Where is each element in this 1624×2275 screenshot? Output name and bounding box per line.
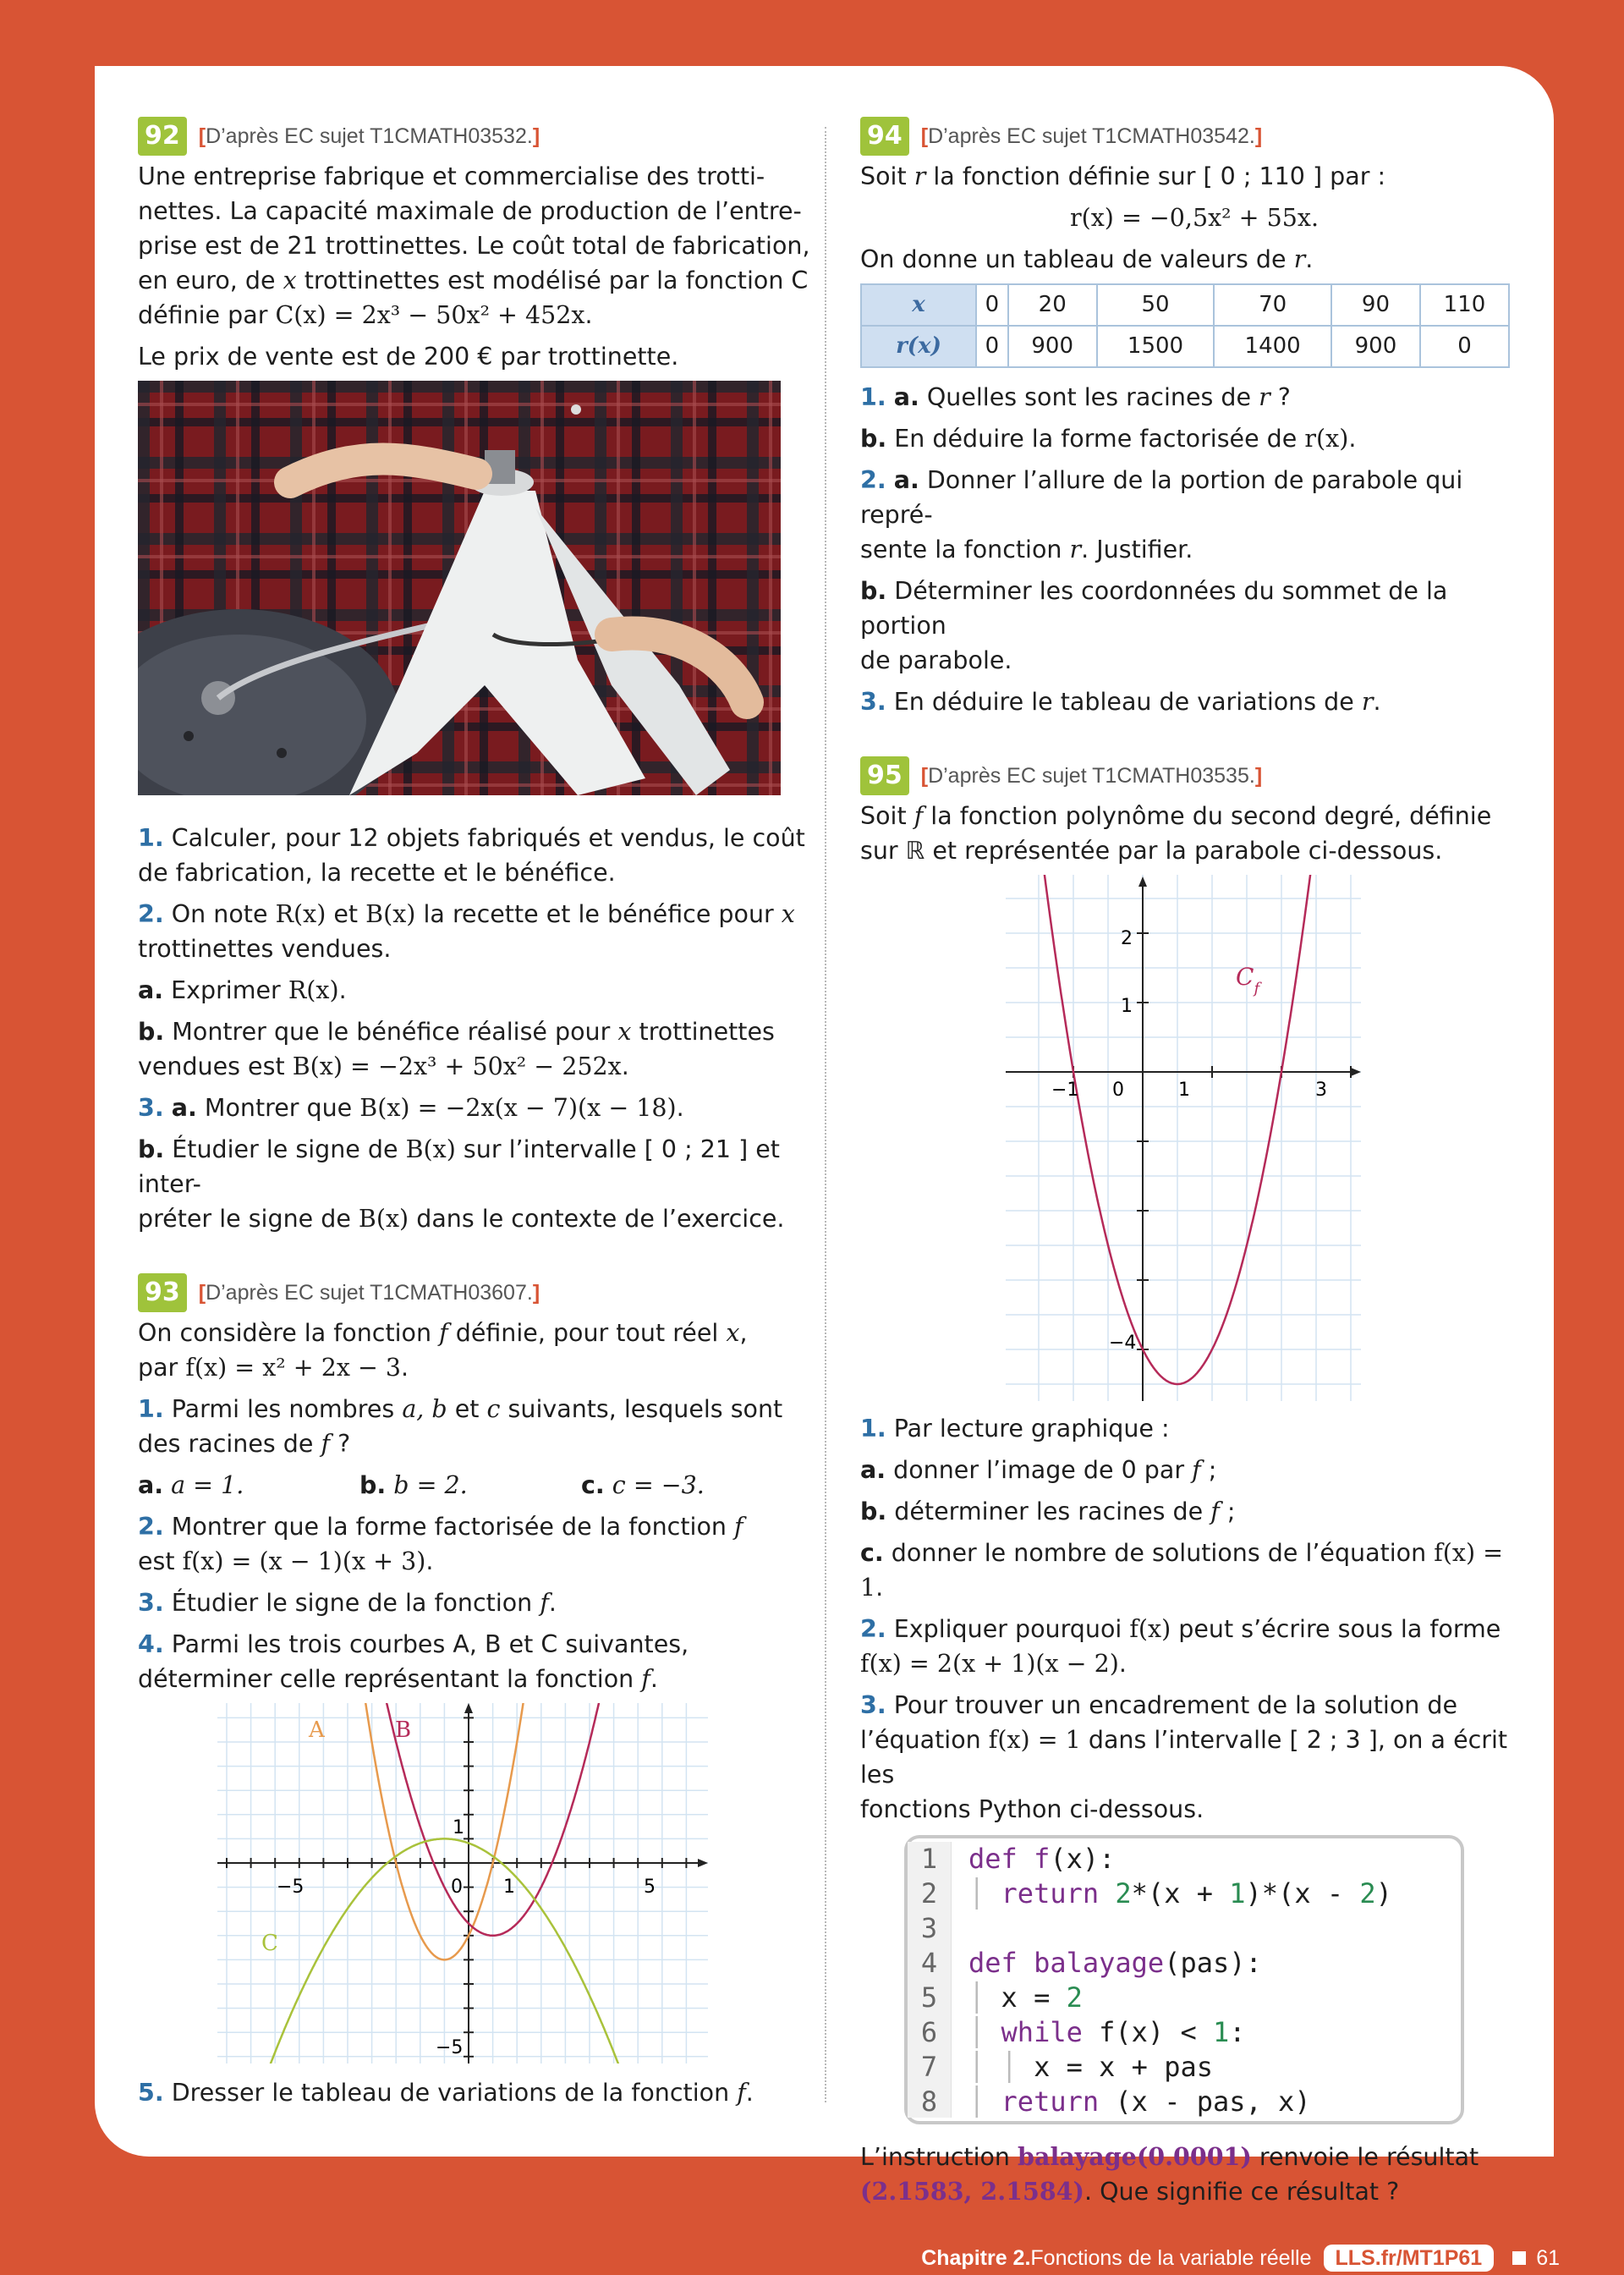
text: . Que signifie ce résultat ?: [1084, 2178, 1400, 2206]
math: f(x): [1129, 1615, 1171, 1643]
table-cell: 900: [1008, 326, 1097, 367]
line-number: 5: [920, 1981, 938, 2014]
exercise-number-badge: 95: [860, 756, 909, 795]
curve-c-label: C: [261, 1931, 278, 1956]
text: définie par: [138, 301, 276, 329]
question-5: [138, 2075, 810, 2110]
exercise-94: [860, 115, 1528, 719]
math-formula: f(x) = (x − 1)(x + 3): [182, 1547, 426, 1575]
exercise-number-badge: 92: [138, 117, 187, 156]
option-c: [581, 1468, 705, 1503]
code-line: │ │ x = x + pas: [968, 2051, 1213, 2083]
option-label: a.: [138, 1471, 164, 1499]
text: peut s’écrire sous la forme: [1171, 1615, 1501, 1643]
sub-label: b.: [860, 577, 887, 605]
math: f: [737, 2079, 746, 2107]
curve-label-sub: f: [1254, 980, 1260, 997]
code-line: │ x = 2: [968, 1981, 1083, 2014]
math: f: [914, 802, 924, 830]
table-cell: 110: [1420, 284, 1509, 326]
text: .: [621, 1052, 629, 1080]
python-code-block: [904, 1835, 1464, 2124]
math: r(x): [1304, 425, 1349, 453]
text: et: [326, 900, 366, 928]
text: vendues est: [138, 1052, 293, 1080]
text: .: [401, 1354, 409, 1382]
square-icon: [1512, 2251, 1526, 2265]
tick-label-origin: 0: [1112, 1080, 1124, 1101]
sub-label: a.: [138, 976, 164, 1004]
text: trottinettes: [631, 1018, 775, 1046]
question-1b: [860, 1494, 1528, 1529]
tick-label-x-m1: −1: [1051, 1080, 1079, 1101]
tick-label-y-1: 1: [453, 1817, 464, 1838]
text: Parmi les trois courbes A, B et C suivantes,: [171, 1630, 689, 1658]
code-line: def balayage(pas):: [968, 1947, 1262, 1979]
text: Montrer que: [204, 1094, 360, 1122]
tick-label-x-1: 1: [1178, 1080, 1190, 1101]
page-sheet: [95, 66, 1554, 2206]
text: Donner l’allure de la portion de parabole qui repré-: [860, 466, 1463, 529]
question-4: [138, 1627, 810, 1696]
text: .: [1118, 1650, 1127, 1678]
curves-graph: [217, 1703, 708, 2063]
question-number: 5.: [138, 2079, 164, 2107]
math: f: [1192, 1456, 1201, 1484]
question-3: [138, 1585, 810, 1620]
code-line: def f(x):: [968, 1843, 1116, 1875]
y-axis-arrow: [464, 1703, 473, 1713]
question-1: [138, 1392, 810, 1461]
text: sur l’intervalle [ 0 ; 21 ] et inter-: [138, 1135, 780, 1198]
text: L’instruction: [860, 2143, 1018, 2171]
text: sente la fonction: [860, 536, 1070, 563]
question-3b: [138, 1132, 810, 1236]
question-1: [138, 821, 810, 890]
text: ,: [739, 1319, 748, 1347]
math-formula: B(x) = −2x(x − 7)(x − 18): [359, 1094, 677, 1122]
text: En déduire la forme factorisée de: [894, 425, 1305, 453]
table-cell: 0: [976, 326, 1008, 367]
table-header-x: x: [861, 284, 976, 326]
text: .: [875, 1574, 884, 1602]
sub-label: b.: [860, 425, 887, 453]
chapter-title: Fonctions de la variable réelle: [1030, 2245, 1312, 2270]
question-number: 1.: [860, 383, 886, 411]
table-row-r: [861, 326, 1509, 367]
math: f: [540, 1589, 549, 1617]
math: r: [1293, 245, 1306, 273]
math: f: [1210, 1497, 1220, 1525]
text: .: [650, 1665, 658, 1693]
math: c: [486, 1395, 501, 1423]
function-formula: r(x) = −0,5x² + 55x.: [1069, 204, 1320, 232]
text: est: [138, 1547, 183, 1575]
question-2: [138, 897, 810, 966]
question-2a: [138, 973, 810, 1008]
text: Par lecture graphique :: [893, 1415, 1170, 1442]
text: la fonction définie sur [ 0 ; 110 ] par :: [925, 162, 1386, 190]
statement-price: Le prix de vente est de 200 € par trottinette.: [138, 343, 679, 371]
text: déterminer celle représentant la fonction: [138, 1665, 642, 1693]
text: .: [584, 301, 593, 329]
question-number: 1.: [138, 1395, 164, 1423]
math: x: [617, 1018, 632, 1046]
text: dans l’intervalle [ 2 ; 3 ], on a écrit les: [860, 1726, 1508, 1789]
question-1: [860, 1411, 1528, 1446]
question-number: 2.: [138, 1513, 164, 1541]
question-number: 3.: [138, 1094, 164, 1122]
resource-link[interactable]: LLS.fr/MT1P61: [1324, 2245, 1495, 2272]
question-1c: [860, 1536, 1528, 1605]
exercise-93: [138, 1272, 810, 2110]
question-3a: [138, 1091, 810, 1125]
text: ?: [1270, 383, 1291, 411]
text: des racines de: [138, 1430, 321, 1458]
sub-label: a.: [860, 1456, 886, 1484]
table-cell: 70: [1214, 284, 1331, 326]
question-2b: [138, 1014, 810, 1084]
math: f: [321, 1430, 331, 1458]
parabola-graph: [1006, 875, 1361, 1401]
text: Montrer que la forme factorisée de la fonction: [171, 1513, 735, 1541]
math: R(x): [275, 900, 326, 928]
text: .: [1305, 245, 1314, 273]
text: Déterminer les coordonnées du sommet de la portion: [860, 577, 1448, 640]
table-cell: 0: [1420, 326, 1509, 367]
question-2: [138, 1509, 810, 1579]
math: f: [439, 1319, 448, 1347]
question-1b: [860, 421, 1528, 456]
math: f: [641, 1665, 650, 1693]
option-value: a = 1.: [171, 1471, 244, 1499]
sub-label: a.: [893, 383, 919, 411]
sub-label: b.: [138, 1135, 165, 1163]
source-text: D’après EC sujet T1CMATH03535.: [928, 763, 1255, 788]
source-text: D’après EC sujet T1CMATH03532.: [206, 124, 533, 148]
math: f(x) = 1: [860, 1539, 1504, 1602]
text: .: [1348, 425, 1357, 453]
text: fonctions Python ci-dessous.: [860, 1795, 1204, 1823]
text: suivants, lesquels sont: [500, 1395, 783, 1423]
tick-label-y-1: 1: [1121, 996, 1133, 1017]
text: renvoie le résultat: [1251, 2143, 1479, 2171]
text: nettes. La capacité maximale de production de l’entre-: [138, 197, 802, 225]
math: r: [1361, 688, 1374, 716]
tick-label-y-m4: −4: [1109, 1333, 1137, 1354]
math: r: [914, 162, 926, 190]
line-number: 3: [920, 1912, 938, 1944]
text: Calculer, pour 12 objets fabriqués et vendus, le coût: [171, 824, 805, 852]
text: Soit: [860, 162, 914, 190]
sub-label: b.: [138, 1018, 165, 1046]
sub-label: c.: [860, 1539, 884, 1567]
text: Parmi les nombres: [171, 1395, 403, 1423]
exercise-number-badge: 94: [860, 117, 909, 156]
text: ;: [1219, 1497, 1236, 1525]
scooter-photo: [138, 381, 781, 795]
math: B(x): [405, 1135, 456, 1163]
sub-label: b.: [860, 1497, 887, 1525]
line-number: 4: [920, 1947, 938, 1979]
curve-label-main: C: [1236, 963, 1254, 991]
line-number: 8: [920, 2085, 938, 2118]
math-formula: f(x) = x² + 2x − 3: [185, 1354, 402, 1382]
text: donner le nombre de solutions de l’équation: [891, 1539, 1435, 1567]
math: r: [1069, 536, 1082, 563]
text: par: [138, 1354, 186, 1382]
text: de fabrication, la recette et le bénéfice.: [138, 859, 616, 887]
question-3: [860, 1688, 1528, 1827]
table-cell: 20: [1008, 284, 1097, 326]
x-axis-arrow: [698, 1859, 708, 1867]
math: x: [781, 900, 795, 928]
text: .: [1373, 688, 1381, 716]
text: prise est de 21 trottinettes. Le coût total de fabrication,: [138, 232, 810, 260]
line-number: 1: [920, 1843, 938, 1875]
math: x: [283, 267, 297, 294]
text: sur ℝ et représentée par la parabole ci-dessous.: [860, 837, 1443, 865]
exercise-95: [860, 755, 1528, 2209]
code-line: [968, 1911, 1461, 1946]
text: . Justifier.: [1081, 536, 1193, 563]
text: ;: [1200, 1456, 1217, 1484]
exercise-header: [860, 115, 1528, 157]
table-cell: 1400: [1214, 326, 1331, 367]
math: B(x): [358, 1205, 409, 1233]
text: déterminer les racines de: [894, 1497, 1211, 1525]
text: la recette et le bénéfice pour: [415, 900, 782, 928]
text: ?: [330, 1430, 351, 1458]
table-cell: 900: [1331, 326, 1420, 367]
table-cell: 0: [976, 284, 1008, 326]
text: Dresser le tableau de variations de la fonction: [171, 2079, 738, 2107]
text: On note: [171, 900, 276, 928]
question-1a: [860, 380, 1528, 415]
text: trottinettes vendues.: [138, 935, 392, 963]
page-footer: [921, 2244, 1624, 2272]
line-numbers: [908, 1842, 952, 2118]
text: de parabole.: [860, 646, 1012, 674]
table-header-r: r(x): [861, 326, 976, 367]
line-number: 7: [920, 2051, 938, 2083]
math: f: [734, 1513, 743, 1541]
option-label: b.: [359, 1471, 387, 1499]
math: B(x): [365, 900, 416, 928]
y-axis-arrow: [1138, 876, 1147, 887]
text: .: [676, 1094, 684, 1122]
tick-label-origin: 0: [451, 1877, 463, 1898]
math-formula: f(x) = 2(x + 1)(x − 2): [860, 1650, 1119, 1678]
question-number: 4.: [138, 1630, 164, 1658]
code-line: │ return 2*(x + 1)*(x - 2): [968, 1877, 1392, 1910]
exercise-source: [D’après EC sujet T1CMATH03532.]: [198, 124, 540, 148]
text: l’équation: [860, 1726, 989, 1754]
graph-grid: [1006, 875, 1361, 1401]
text: définie, pour tout réel: [447, 1319, 727, 1347]
question-2a: [860, 463, 1528, 567]
tick-label-x-m5: −5: [277, 1877, 304, 1898]
line-number: 2: [920, 1877, 938, 1910]
text: dans le contexte de l’exercice.: [409, 1205, 785, 1233]
source-text: D’après EC sujet T1CMATH03542.: [928, 124, 1255, 148]
column-divider: [825, 127, 826, 2102]
exercise-header: [138, 115, 810, 157]
question-number: 1.: [138, 824, 164, 852]
sub-label: a.: [171, 1094, 197, 1122]
text: la fonction polynôme du second degré, définie: [923, 802, 1492, 830]
text: Soit: [860, 802, 914, 830]
option-label: c.: [581, 1471, 605, 1499]
text: Expliquer pourquoi: [893, 1615, 1130, 1643]
code-line: │ return (x - pas, x): [968, 2085, 1311, 2118]
code-line: │ while f(x) < 1:: [968, 2016, 1246, 2048]
option-value: b = 2.: [393, 1471, 468, 1499]
math: R(x): [288, 976, 339, 1004]
text: trottinettes est modélisé par la fonction C: [296, 267, 809, 294]
exercise-source: [D’après EC sujet T1CMATH03535.]: [920, 763, 1263, 788]
curve-b-label: B: [395, 1717, 412, 1743]
code-call: balayage(0.0001): [1018, 2142, 1252, 2171]
question-number: 2.: [860, 466, 886, 494]
statement: [138, 1316, 810, 1385]
line-number: 6: [920, 2016, 938, 2048]
option-a: [138, 1468, 359, 1503]
table-cell: 1500: [1097, 326, 1215, 367]
text: et: [447, 1395, 487, 1423]
text: Étudier le signe de la fonction: [171, 1589, 540, 1617]
page-number: 61: [1536, 2245, 1560, 2270]
final-question: [860, 2140, 1528, 2209]
tick-label-x-5: 5: [644, 1877, 656, 1898]
question-number: 1.: [860, 1415, 886, 1442]
exercise-number-badge: 93: [138, 1273, 187, 1312]
text: .: [425, 1547, 434, 1575]
exercise-source: [D’après EC sujet T1CMATH03607.]: [198, 1280, 540, 1305]
table-cell: 90: [1331, 284, 1420, 326]
code-result: (2.1583, 2.1584): [860, 2177, 1084, 2206]
answer-options: [138, 1468, 810, 1503]
option-b: [359, 1468, 581, 1503]
math-formula: C(x) = 2x³ − 50x² + 452x: [275, 301, 585, 329]
tick-label-x-1: 1: [503, 1877, 515, 1898]
statement: [860, 159, 1528, 194]
x-axis-arrow: [1351, 1068, 1361, 1076]
table-cell: 50: [1097, 284, 1215, 326]
tick-label-x-3: 3: [1315, 1080, 1327, 1101]
exercise-source: [D’après EC sujet T1CMATH03542.]: [920, 124, 1263, 148]
right-column: [860, 115, 1528, 2216]
text: Étudier le signe de: [172, 1135, 406, 1163]
statement: [860, 799, 1528, 868]
chapter-label: Chapitre 2.: [921, 2245, 1031, 2270]
text: Quelles sont les racines de: [926, 383, 1259, 411]
table-row-x: [861, 284, 1509, 326]
text: Pour trouver un encadrement de la solution de: [893, 1691, 1458, 1719]
exercise-92: [138, 115, 810, 1236]
text: .: [548, 1589, 557, 1617]
exercise-header: [138, 1272, 810, 1314]
text: .: [338, 976, 347, 1004]
text: On considère la fonction: [138, 1319, 440, 1347]
math-formula: B(x) = −2x³ + 50x² − 252x: [292, 1052, 622, 1080]
question-number: 3.: [860, 688, 886, 716]
statement: [138, 159, 810, 332]
text: .: [745, 2079, 754, 2107]
text: Exprimer: [171, 976, 288, 1004]
text: en euro, de: [138, 267, 283, 294]
curve-a-label: A: [309, 1717, 325, 1743]
text: En déduire le tableau de variations de: [893, 688, 1362, 716]
exercise-header: [860, 755, 1528, 797]
math: a, b: [402, 1395, 447, 1423]
question-2b: [860, 574, 1528, 678]
question-1a: [860, 1453, 1528, 1487]
math: f(x) = 1: [988, 1726, 1081, 1754]
question-number: 3.: [860, 1691, 886, 1719]
math: x: [726, 1319, 740, 1347]
table-intro: [860, 242, 1528, 277]
question-3: [860, 684, 1528, 719]
left-column: [138, 115, 810, 2117]
option-value: c = −3.: [612, 1471, 705, 1499]
source-text: D’après EC sujet T1CMATH03607.: [206, 1280, 533, 1305]
text: préter le signe de: [138, 1205, 359, 1233]
text: donner l’image de 0 par: [893, 1456, 1193, 1484]
sub-label: a.: [893, 466, 919, 494]
question-number: 3.: [138, 1589, 164, 1617]
text: On donne un tableau de valeurs de: [860, 245, 1294, 273]
question-2: [860, 1612, 1528, 1681]
values-table: [860, 283, 1510, 368]
code-text: [952, 1842, 1461, 2118]
tick-label-y-m5: −5: [436, 2037, 464, 2058]
text: Une entreprise fabrique et commercialise des trotti-: [138, 162, 765, 190]
tick-label-y-2: 2: [1121, 928, 1133, 949]
question-number: 2.: [860, 1615, 886, 1643]
text: Montrer que le bénéfice réalisé pour: [172, 1018, 618, 1046]
math: r: [1259, 383, 1270, 411]
question-number: 2.: [138, 900, 164, 928]
